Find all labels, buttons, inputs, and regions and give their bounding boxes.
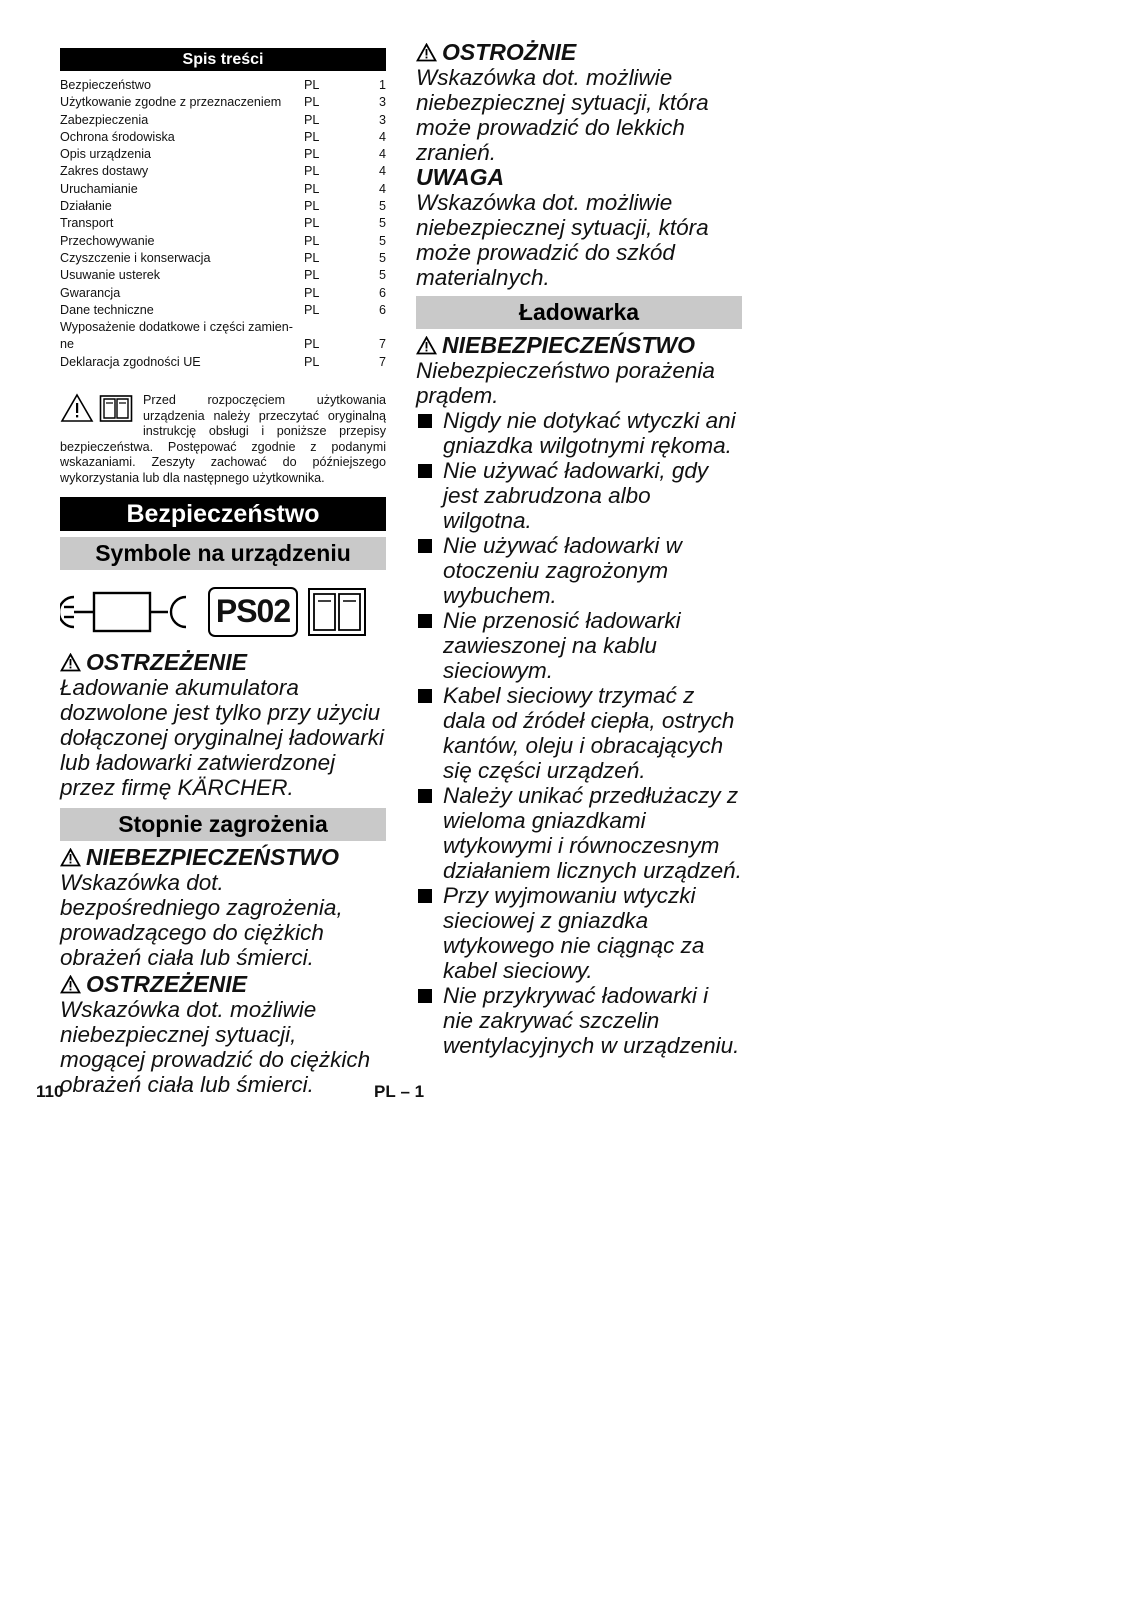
notice-title: UWAGA: [416, 164, 505, 190]
danger-title: NIEBEZPIECZEŃSTWO: [86, 843, 340, 870]
section-heading-safety: Bezpieczeństwo: [60, 497, 386, 531]
ps02-badge: PS02: [208, 587, 298, 637]
manual-book-icon: [306, 585, 368, 639]
warning-block: [60, 650, 386, 800]
charger-danger-block: [416, 333, 742, 408]
list-item: Nigdy nie dotykać wtyczki ani gniazdka wilgotnymi rękoma.: [416, 408, 742, 458]
section-marker: PL – 1: [374, 1082, 425, 1101]
toc-row[interactable]: Wyposażenie dodatkowe i części zamien-ne PL 7: [60, 320, 386, 352]
warning-triangle-icon: [416, 43, 437, 62]
toc-row[interactable]: Usuwanie usterek PL 5: [60, 268, 386, 283]
toc-row[interactable]: Uruchamianie PL 4: [60, 181, 386, 196]
right-column: [416, 40, 742, 1058]
notice-text: Wskazówka dot. możliwie niebezpiecznej sytuacji, która może prowadzić do szkód materialnych.: [416, 190, 709, 290]
charger-danger-title: NIEBEZPIECZEŃSTWO: [442, 332, 696, 358]
toc-row[interactable]: Deklaracja zgodności UE PL 7: [60, 354, 386, 369]
section-heading-symbols: Symbole na urządzeniu: [60, 537, 386, 570]
list-item: Nie używać ładowarki, gdy jest zabrudzona albo wilgotna.: [416, 458, 742, 533]
plug-socket-icon: [60, 585, 200, 639]
section-heading-hazard-levels: Stopnie zagrożenia: [60, 808, 386, 841]
caution-title: OSTROŻNIE: [442, 39, 577, 65]
toc-row[interactable]: Czyszczenie i konserwacja PL 5: [60, 250, 386, 265]
toc-row[interactable]: Działanie PL 5: [60, 199, 386, 214]
list-item: Nie przenosić ładowarki zawieszonej na kablu sieciowym.: [416, 608, 742, 683]
warning-triangle-icon: [416, 336, 437, 355]
charger-danger-text: Niebezpieczeństwo porażenia prądem.: [416, 358, 715, 408]
list-item: Przy wyjmowaniu wtyczki sieciowej z gniazdka wtykowego nie ciągnąc za kabel sieciowy.: [416, 883, 742, 983]
toc-row[interactable]: Zakres dostawy PL 4: [60, 164, 386, 179]
toc-row[interactable]: Zabezpieczenia PL 3: [60, 112, 386, 127]
danger-text: Wskazówka dot. bezpośredniego zagrożenia, prowadzącego do ciężkich obrażeń ciała lub śmierci.: [60, 869, 343, 970]
intro-text: Przed rozpoczęciem użytkowania urządzenia należy przeczytać oryginalną instrukcję obsługi i poniższe przepisy bezpieczeństwa. Postępować zgodnie z podanymi wskazaniami. Zeszyty zachować do późniejszego wykorzystania lub dla następnego użytkownika.: [60, 393, 386, 486]
left-column: [60, 48, 386, 1097]
notice-block: [416, 165, 742, 290]
toc-row[interactable]: Użytkowanie zgodne z przeznaczeniem PL 3: [60, 95, 386, 110]
toc-row[interactable]: Ochrona środowiska PL 4: [60, 129, 386, 144]
toc-row[interactable]: Gwarancja PL 6: [60, 285, 386, 300]
list-item: Należy unikać przedłużaczy z wieloma gniazdkami wtykowymi i równoczesnym działaniem licznych urządzeń.: [416, 783, 742, 883]
warning-title-2: OSTRZEŻENIE: [86, 970, 248, 997]
toc-row[interactable]: Opis urządzenia PL 4: [60, 147, 386, 162]
toc-row[interactable]: Bezpieczeństwo PL 1: [60, 78, 386, 92]
danger-block: [60, 845, 386, 970]
section-heading-charger: Ładowarka: [416, 296, 742, 329]
warning-text-2: Wskazówka dot. możliwie niebezpiecznej sytuacji, mogącej prowadzić do ciężkich obrażeń ciała lub śmierci.: [60, 996, 371, 1097]
toc-title: Spis treści: [60, 48, 386, 71]
toc-row[interactable]: Dane techniczne PL 6: [60, 302, 386, 317]
warning-triangle-icon: [60, 848, 81, 867]
charger-rules-list: [416, 408, 742, 1058]
warning-triangle-icon: [60, 393, 94, 423]
toc-list: [60, 77, 386, 371]
list-item: Nie przykrywać ładowarki i nie zakrywać szczelin wentylacyjnych w urządzeniu.: [416, 983, 742, 1058]
warning-block-2: [60, 972, 386, 1097]
toc-row[interactable]: Transport PL 5: [60, 216, 386, 231]
warning-triangle-icon: [60, 975, 81, 994]
list-item: Kabel sieciowy trzymać z dala od źródeł ciepła, ostrych kantów, oleju i obracających się części urządzeń.: [416, 683, 742, 783]
intro-icons: [60, 393, 133, 426]
page-number: 110: [36, 1082, 64, 1101]
intro-notice: [60, 393, 386, 487]
manual-book-icon: [99, 393, 133, 423]
warning-title: OSTRZEŻENIE: [86, 648, 248, 675]
list-item: Nie używać ładowarki w otoczeniu zagrożonym wybuchem.: [416, 533, 742, 608]
warning-text: Ładowanie akumulatora dozwolone jest tylko przy użyciu dołączonej oryginalnej ładowarki lub ładowarki zatwierdzonej przez firmę KÄRCHER.: [60, 674, 384, 800]
caution-block: [416, 40, 742, 165]
toc-row[interactable]: Przechowywanie PL 5: [60, 233, 386, 248]
caution-text: Wskazówka dot. możliwie niebezpiecznej sytuacji, która może prowadzić do lekkich zranień.: [416, 65, 709, 165]
warning-triangle-icon: [60, 653, 81, 672]
device-symbols: [60, 582, 386, 642]
